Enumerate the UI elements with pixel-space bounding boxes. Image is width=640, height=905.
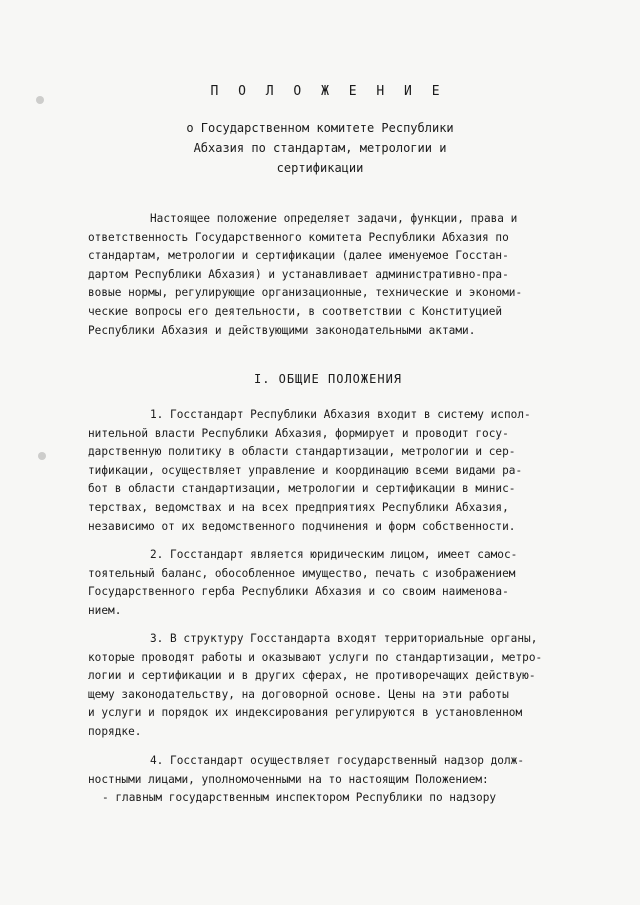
text-line: тоятельный баланс, обособленное имущество, печать с изображением (88, 566, 516, 580)
subtitle-line: сертификации (276, 161, 364, 175)
text-line: порядке. (88, 724, 142, 738)
text-line: и услуги и порядок их индексирования регулируются в установленном (88, 706, 523, 720)
binding-hole-mark (38, 452, 46, 460)
document-title: П О Л О Ж Е Н И Е (210, 84, 446, 99)
subtitle-line: Абхазия по стандартам, метрологии и (193, 141, 447, 155)
text-line: Республики Абхазия и действующими законодательными актами. (88, 323, 476, 337)
text-line: вовые нормы, регулирующие организационные, технические и экономи- (88, 286, 523, 300)
section-heading: I. ОБЩИЕ ПОЛОЖЕНИЯ (253, 372, 403, 386)
text-line: дартом Республики Абхазия) и устанавливает административно-пра- (88, 267, 509, 281)
clause-2 (88, 546, 588, 620)
clause-4 (88, 752, 588, 808)
text-line: 1. Госстандарт Республики Абхазия входит в систему испол- (150, 408, 531, 421)
text-line: 2. Госстандарт является юридическим лицом, имеет самос- (150, 548, 518, 561)
text-line: бот в области стандартизации, метрологии и сертификации в минис- (88, 482, 516, 496)
text-line: нием. (88, 603, 122, 617)
text-line: дарственную политику в области стандартизации, метрологии и сер- (88, 445, 516, 459)
text-line: ответственность Государственного комитета Республики Абхазия по (88, 230, 509, 244)
clause-1 (88, 406, 588, 536)
text-line: щему законодательству, на договорной основе. Цены на эти работы (88, 687, 509, 701)
text-line: которые проводят работы и оказывают услуги по стандартизации, метро- (88, 650, 543, 664)
text-line: - главным государственным инспектором Республики по надзору (102, 791, 497, 805)
text-line: ностными лицами, уполномоченными на то настоящим Положением: (88, 772, 489, 786)
text-line: 4. Госстандарт осуществляет государственный надзор долж- (150, 754, 525, 767)
text-line: ческие вопросы его деятельности, в соответствии с Конституцией (88, 304, 503, 318)
intro-paragraph (88, 210, 588, 340)
text-line: тификации, осуществляет управление и координацию всеми видами ра- (88, 463, 523, 477)
text-line: стандартам, метрологии и сертификации (далее именуемое Госстан- (88, 249, 509, 263)
document-subtitle (150, 118, 490, 178)
text-line: нительной власти Республики Абхазия, формирует и проводит госу- (88, 426, 509, 440)
text-line: терствах, ведомствах и на всех предприятиях Республики Абхазия, (88, 500, 509, 514)
text-line: Государственного герба Республики Абхазия и со своим наименова- (88, 585, 509, 599)
subtitle-line: о Государственном комитете Республики (186, 121, 454, 135)
text-line: независимо от их ведомственного подчинения и форм собственности. (88, 519, 516, 533)
text-line: Настоящее положение определяет задачи, функции, права и (150, 212, 518, 225)
text-line: 3. В структуру Госстандарта входят территориальные органы, (150, 632, 538, 645)
clause-3 (88, 630, 588, 742)
text-line: логии и сертификации и в других сферах, не противоречащих действую- (88, 669, 536, 683)
